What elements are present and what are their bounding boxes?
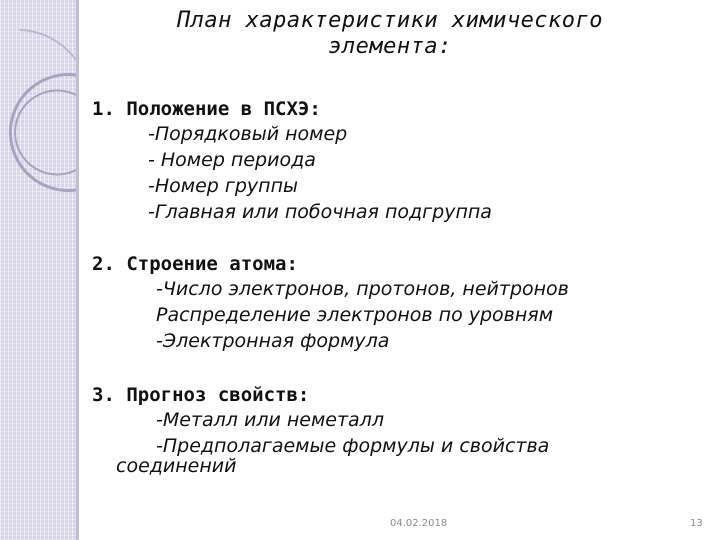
list-item: -Порядковый номер [148,123,348,145]
list-item: -Главная или побочная подгруппа [148,201,492,223]
section-heading: 3. Прогноз свойств: [92,384,310,406]
swirl-decoration-icon [0,0,76,200]
list-item: - Номер периода [148,149,316,171]
slide-title-line-2: элемента: [328,34,452,59]
list-item: -Число электронов, протонов, нейтронов [156,278,569,300]
slide-number: 13 [690,518,703,529]
section-position [92,97,492,225]
list-item: -Электронная формула [156,330,390,352]
section-atom-structure [92,252,569,354]
decorative-sidebar [0,0,76,540]
sidebar-divider [76,0,79,540]
list-item: -Номер группы [148,175,299,197]
slide-title-line-1: План характеристики химического [176,8,604,33]
footer-date: 04.02.2018 [390,518,448,529]
list-item: -Предполагаемые формулы и свойства [156,435,550,457]
list-item: Распределение электронов по уровням [156,304,554,326]
section-properties [92,383,549,479]
list-item: -Металл или неметалл [156,409,384,431]
section-heading: 2. Строение атома: [92,253,298,275]
section-heading: 1. Положение в ПСХЭ: [92,98,321,120]
list-item: соединений [116,455,237,477]
slide-title [140,8,640,60]
